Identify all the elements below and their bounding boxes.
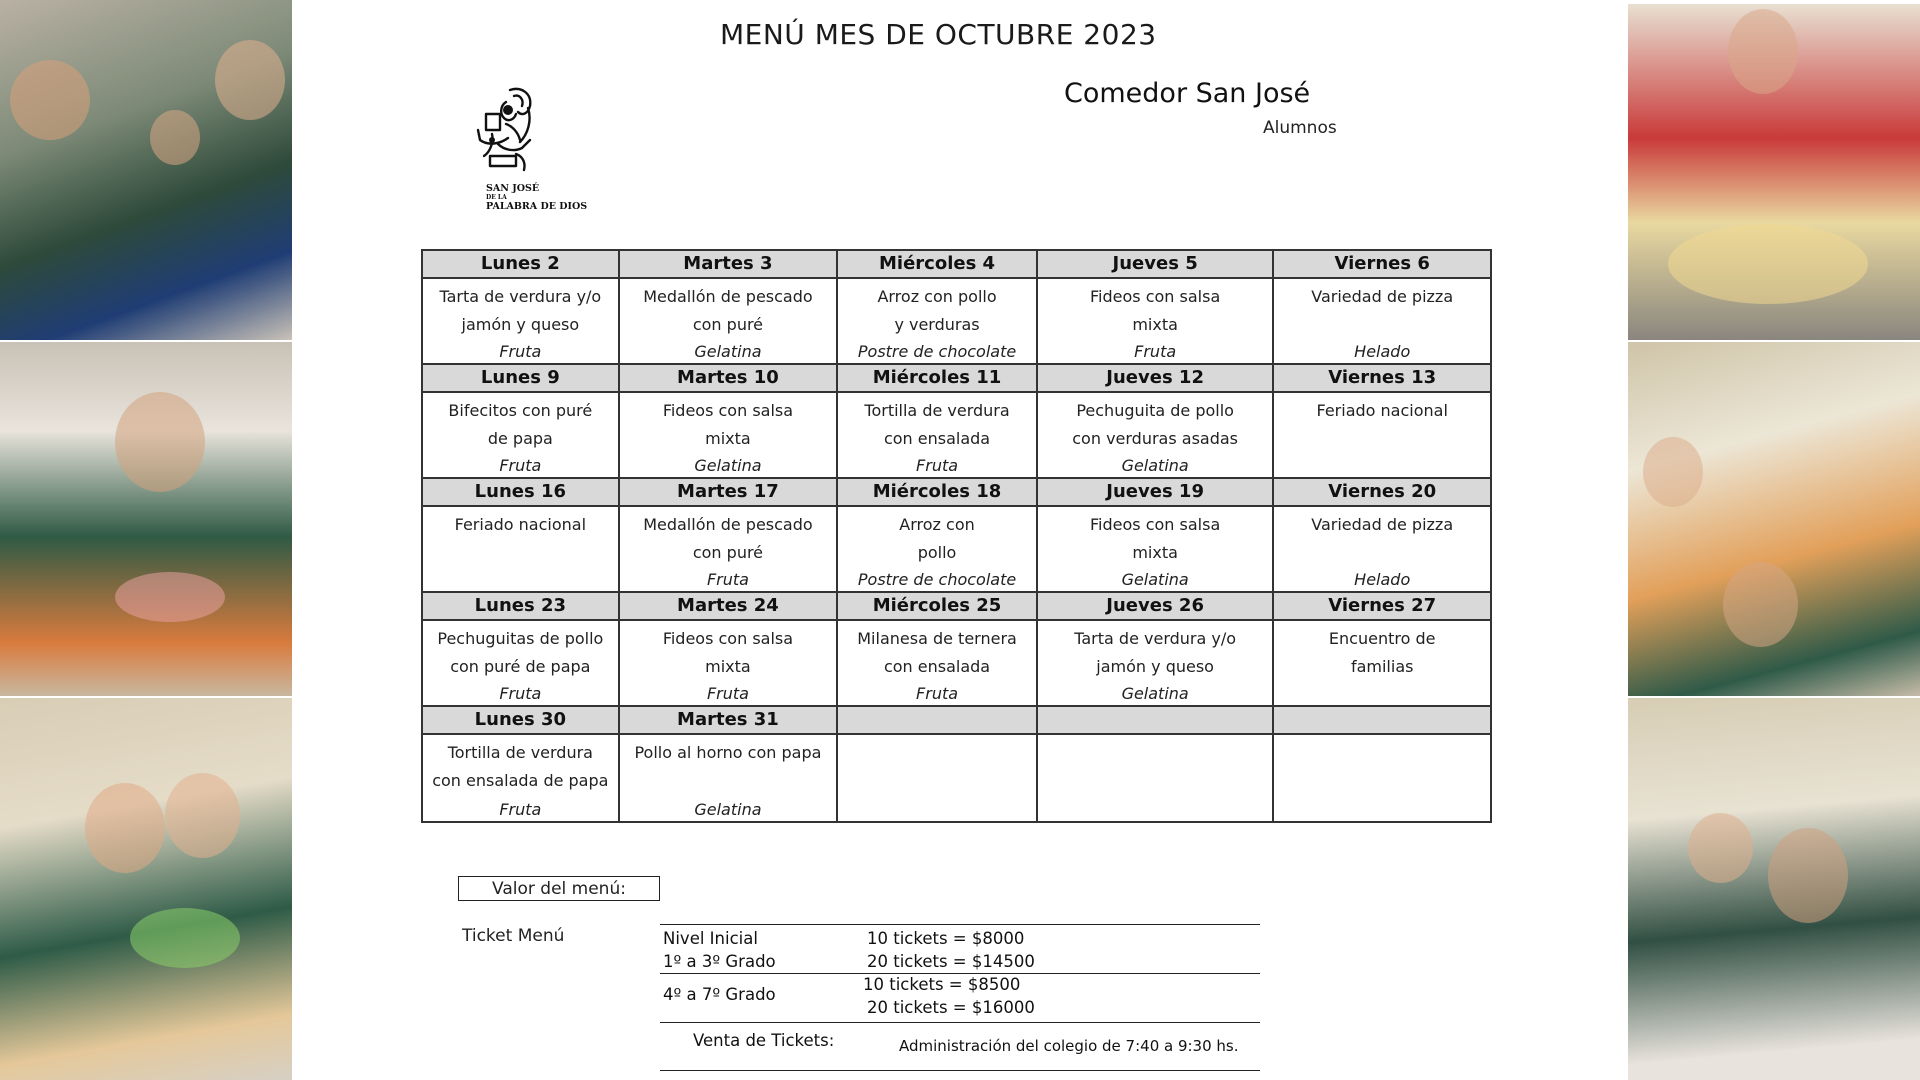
dish-line: Tarta de verdura y/o xyxy=(439,287,602,306)
dish-line: Encuentro de xyxy=(1328,629,1436,648)
dish-line: jamón y queso xyxy=(1096,657,1214,676)
price-divider xyxy=(660,1022,1260,1023)
week-menu-row xyxy=(422,506,1491,592)
day-menu-cell xyxy=(837,506,1037,592)
boys-thumbs-up-photo xyxy=(0,698,292,1080)
dessert-label: Gelatina xyxy=(1121,456,1189,475)
dessert-label: Helado xyxy=(1354,570,1411,589)
students-waving-photo xyxy=(1628,698,1920,1080)
week-menu-row xyxy=(422,620,1491,706)
dessert-label: Gelatina xyxy=(694,456,762,475)
day-header: Lunes 2 xyxy=(422,250,619,278)
dish-line: mixta xyxy=(705,429,751,448)
dish-line: jamón y queso xyxy=(461,315,580,334)
dish-line: Bifecitos con puré xyxy=(448,401,593,420)
day-header: Viernes 13 xyxy=(1273,364,1491,392)
dish-line xyxy=(1274,539,1490,562)
day-header: Miércoles 4 xyxy=(837,250,1037,278)
dish-line xyxy=(423,539,618,562)
day-menu-cell xyxy=(1273,506,1491,592)
dish-line xyxy=(838,762,1036,785)
ticket-sales-info: Administración del colegio de 7:40 a 9:30 hs. xyxy=(899,1037,1239,1055)
grado-4-7-price-20: 20 tickets = $16000 xyxy=(867,998,1035,1017)
page-title: MENÚ MES DE OCTUBRE 2023 xyxy=(720,18,1157,51)
dish-line: con puré de papa xyxy=(450,657,591,676)
grado-1-3-price-10: 10 tickets = $8000 xyxy=(867,929,1025,948)
dish-line: y verduras xyxy=(894,315,980,334)
week-header-row xyxy=(422,364,1491,392)
day-header: Viernes 20 xyxy=(1273,478,1491,506)
day-menu-cell xyxy=(1037,734,1274,822)
day-header xyxy=(1273,706,1491,734)
day-header: Martes 24 xyxy=(619,592,838,620)
grado-4-7-label: 4º a 7º Grado xyxy=(663,985,776,1004)
dish-line: Pollo al horno con papa xyxy=(634,743,822,762)
girl-eating-photo xyxy=(0,342,292,696)
dish-line: mixta xyxy=(705,657,751,676)
dish-line: de papa xyxy=(487,429,553,448)
dish-line xyxy=(620,767,837,790)
dish-line: Tortilla de verdura xyxy=(447,743,593,762)
dessert-label: Fruta xyxy=(499,342,542,361)
price-divider xyxy=(660,924,1260,925)
dish-line: familias xyxy=(1350,657,1414,676)
saint-joseph-logo-icon xyxy=(470,84,550,179)
dessert-label: Postre de chocolate xyxy=(857,570,1017,589)
dish-line: Feriado nacional xyxy=(454,515,587,534)
week-header-row xyxy=(422,592,1491,620)
day-header xyxy=(1037,706,1274,734)
price-divider xyxy=(660,1070,1260,1071)
dish-line: con puré xyxy=(692,315,764,334)
dish-line: Feriado nacional xyxy=(1316,401,1448,420)
day-header xyxy=(837,706,1037,734)
day-header: Martes 31 xyxy=(619,706,838,734)
dessert-label: Fruta xyxy=(916,684,959,703)
day-menu-cell xyxy=(837,734,1037,822)
day-menu-cell xyxy=(422,392,619,478)
dessert-label: Fruta xyxy=(499,684,542,703)
week-header-row xyxy=(422,706,1491,734)
dessert-label: Helado xyxy=(1354,342,1411,361)
dessert-label: Postre de chocolate xyxy=(857,342,1017,361)
week-menu-row xyxy=(422,734,1491,822)
nivel-inicial-label: Nivel Inicial xyxy=(663,929,758,948)
day-menu-cell xyxy=(1273,278,1491,364)
dish-line: con ensalada de papa xyxy=(432,771,609,790)
dish-line: Medallón de pescado xyxy=(643,287,813,306)
dessert-label: Fruta xyxy=(499,456,542,475)
day-menu-cell xyxy=(1273,392,1491,478)
dish-line xyxy=(1274,425,1490,448)
day-header: Miércoles 25 xyxy=(837,592,1037,620)
dessert-label: Fruta xyxy=(706,684,749,703)
day-menu-cell xyxy=(837,620,1037,706)
day-header: Lunes 9 xyxy=(422,364,619,392)
day-menu-cell xyxy=(1037,278,1274,364)
dessert-label: Fruta xyxy=(706,570,749,589)
day-menu-cell xyxy=(1273,620,1491,706)
monthly-menu-table xyxy=(421,249,1492,823)
day-header: Lunes 23 xyxy=(422,592,619,620)
dish-line: con ensalada xyxy=(883,657,991,676)
day-header: Miércoles 11 xyxy=(837,364,1037,392)
dish-line: Fideos con salsa xyxy=(1090,515,1221,534)
ticket-sales-label: Venta de Tickets: xyxy=(693,1031,835,1050)
staff-with-pizza-photo xyxy=(1628,4,1920,340)
day-menu-cell xyxy=(619,278,838,364)
day-header: Martes 10 xyxy=(619,364,838,392)
day-menu-cell xyxy=(619,620,838,706)
dish-line xyxy=(1274,311,1490,334)
ticket-menu-label: Ticket Menú xyxy=(462,926,565,946)
dish-line: Fideos con salsa xyxy=(662,401,794,420)
dish-line: con ensalada xyxy=(883,429,991,448)
dish-line: Variedad de pizza xyxy=(1311,515,1454,534)
dish-line: pollo xyxy=(917,543,957,562)
week-menu-row xyxy=(422,392,1491,478)
logo-line-2: DE LA xyxy=(486,194,507,201)
dish-line xyxy=(838,739,1036,762)
logo-line-3: PALABRA DE DIOS xyxy=(486,201,588,212)
day-header: Martes 3 xyxy=(619,250,838,278)
dessert-label: Gelatina xyxy=(694,800,762,819)
dish-line: Variedad de pizza xyxy=(1311,287,1454,306)
price-divider xyxy=(660,973,1260,974)
school-logo xyxy=(470,84,590,216)
day-menu-cell xyxy=(1037,620,1274,706)
dessert-label: Fruta xyxy=(1134,342,1177,361)
day-header: Miércoles 18 xyxy=(837,478,1037,506)
logo-line-1: SAN JOSÉ xyxy=(486,183,540,194)
day-header: Lunes 16 xyxy=(422,478,619,506)
dish-line xyxy=(1038,762,1273,785)
day-header: Viernes 27 xyxy=(1273,592,1491,620)
dish-line: Tortilla de verdura xyxy=(864,401,1010,420)
menu-price-label: Valor del menú: xyxy=(458,876,660,901)
day-menu-cell xyxy=(619,734,838,822)
dish-line: Arroz con xyxy=(899,515,975,534)
day-header: Lunes 30 xyxy=(422,706,619,734)
day-menu-cell xyxy=(422,278,619,364)
day-menu-cell xyxy=(837,278,1037,364)
dish-line: con puré xyxy=(692,543,764,562)
cafeteria-name: Comedor San José xyxy=(1064,78,1311,109)
girls-at-table-photo xyxy=(1628,342,1920,696)
audience-label: Alumnos xyxy=(1263,118,1337,138)
dessert-label: Gelatina xyxy=(1121,570,1189,589)
dish-line: Fideos con salsa xyxy=(1090,287,1221,306)
week-menu-row xyxy=(422,278,1491,364)
dessert-label: Gelatina xyxy=(1121,684,1189,703)
dish-line: Tarta de verdura y/o xyxy=(1074,629,1237,648)
day-header: Jueves 26 xyxy=(1037,592,1274,620)
dish-line: Pechuguitas de pollo xyxy=(437,629,604,648)
dessert-label: Fruta xyxy=(916,456,959,475)
dish-line: Fideos con salsa xyxy=(662,629,794,648)
dessert-label: Fruta xyxy=(499,800,542,819)
day-menu-cell xyxy=(1273,734,1491,822)
dish-line: Medallón de pescado xyxy=(643,515,813,534)
day-menu-cell xyxy=(1037,506,1274,592)
dish-line xyxy=(1274,739,1490,762)
day-menu-cell xyxy=(422,506,619,592)
dish-line xyxy=(1038,739,1273,762)
grado-4-7-price-10: 10 tickets = $8500 xyxy=(863,975,1021,994)
dish-line: Arroz con pollo xyxy=(877,287,997,306)
day-menu-cell xyxy=(422,734,619,822)
day-menu-cell xyxy=(1037,392,1274,478)
day-header: Martes 17 xyxy=(619,478,838,506)
day-menu-cell xyxy=(619,392,838,478)
dish-line: con verduras asadas xyxy=(1072,429,1239,448)
dish-line: Milanesa de ternera xyxy=(857,629,1017,648)
week-header-row xyxy=(422,250,1491,278)
day-menu-cell xyxy=(837,392,1037,478)
dish-line: mixta xyxy=(1132,315,1178,334)
grado-1-3-price-20: 20 tickets = $14500 xyxy=(867,952,1035,971)
day-header: Jueves 19 xyxy=(1037,478,1274,506)
grado-1-3-label: 1º a 3º Grado xyxy=(663,952,776,971)
dish-line: mixta xyxy=(1132,543,1178,562)
day-header: Jueves 12 xyxy=(1037,364,1274,392)
dish-line: Pechuguita de pollo xyxy=(1076,401,1234,420)
week-header-row xyxy=(422,478,1491,506)
day-menu-cell xyxy=(422,620,619,706)
children-playing-cards-photo xyxy=(0,0,292,340)
day-header: Viernes 6 xyxy=(1273,250,1491,278)
day-header: Jueves 5 xyxy=(1037,250,1274,278)
day-menu-cell xyxy=(619,506,838,592)
dish-line xyxy=(1274,762,1490,785)
dessert-label: Gelatina xyxy=(694,342,762,361)
